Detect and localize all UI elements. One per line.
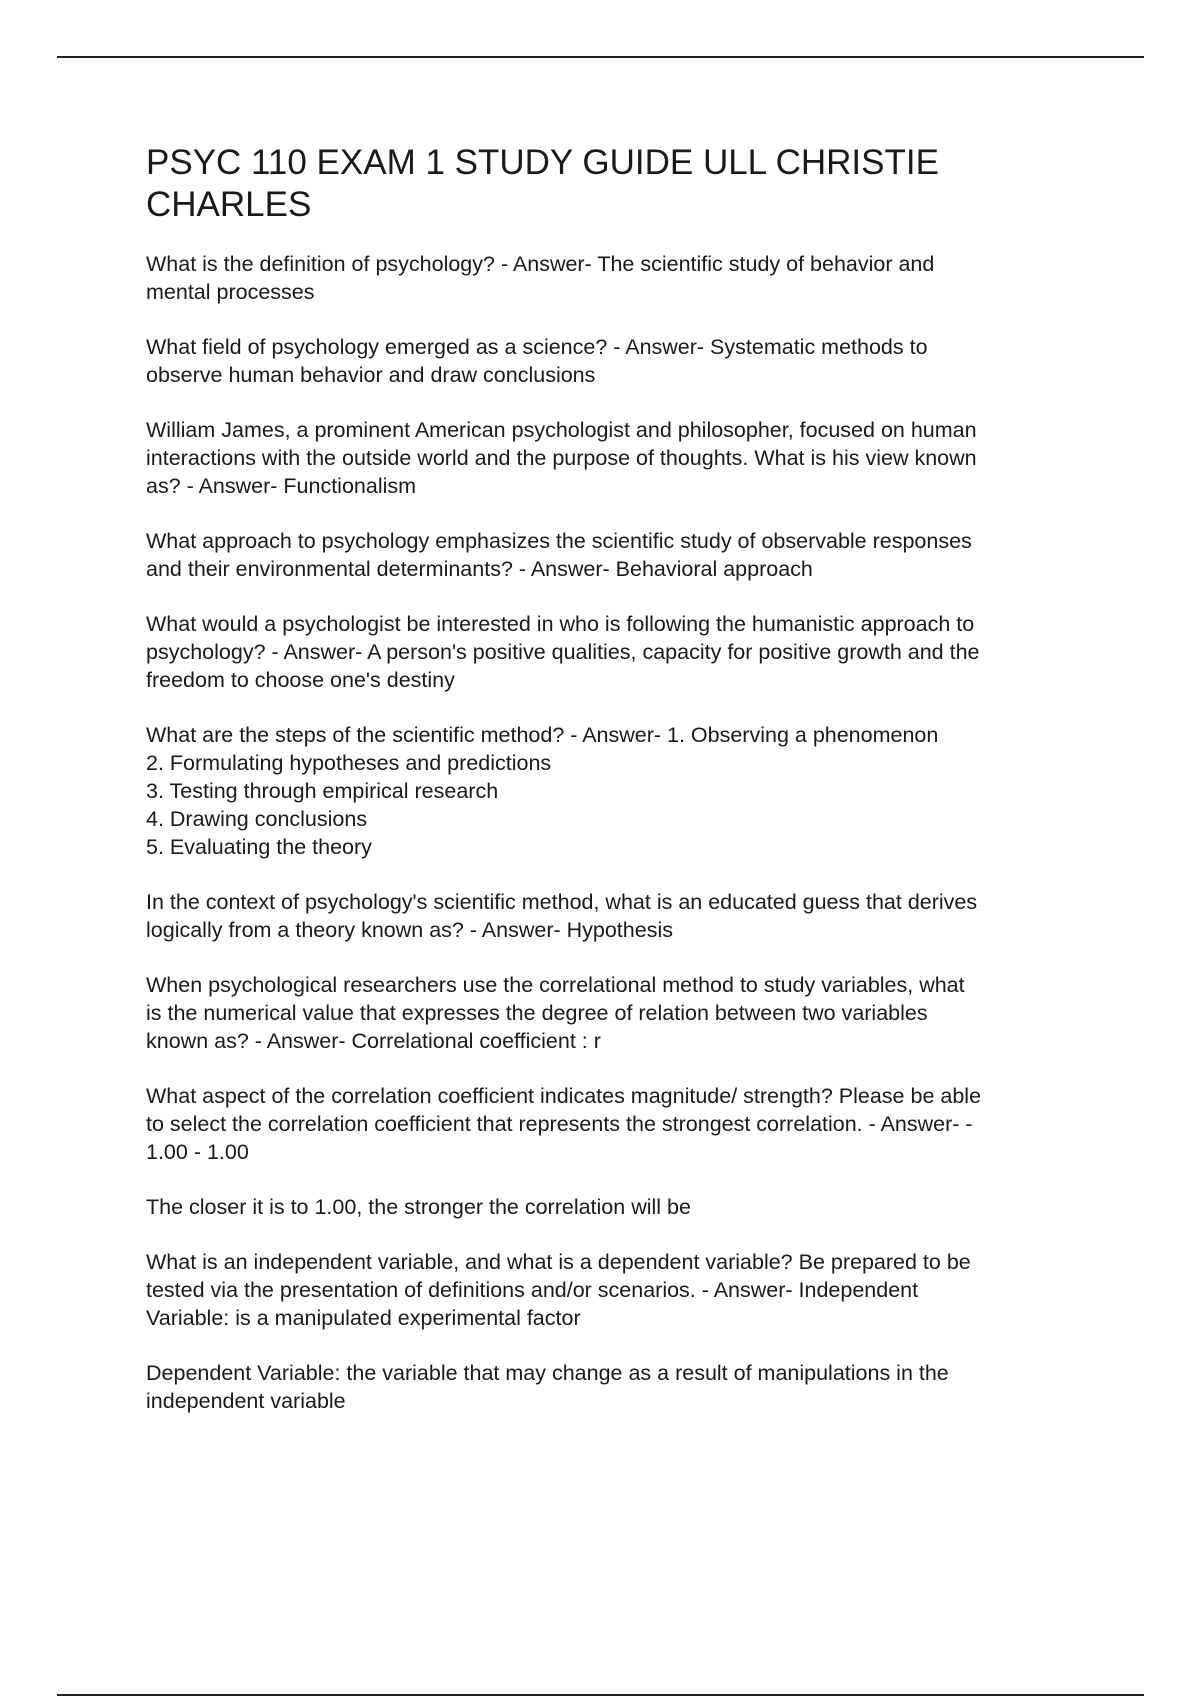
text-line: logically from a theory known as? - Answer- Hypothesis (146, 918, 673, 942)
text-line: interactions with the outside world and the purpose of thoughts. What is his view known (146, 446, 977, 470)
text-line: and their environmental determinants? - Answer- Behavioral approach (146, 557, 813, 581)
text-line: as? - Answer- Functionalism (146, 474, 417, 498)
qa-paragraph-7 (146, 888, 1096, 944)
text-line: observe human behavior and draw conclusions (146, 363, 596, 387)
qa-paragraph-10 (146, 1193, 1096, 1221)
text-line: tested via the presentation of definitions and/or scenarios. - Answer- Independent (146, 1278, 919, 1302)
text-line: mental processes (146, 280, 315, 304)
document-body (146, 142, 1096, 1442)
qa-paragraph-9 (146, 1082, 1096, 1166)
qa-paragraph-2 (146, 333, 1096, 389)
qa-paragraph-6 (146, 721, 1096, 861)
text-line: What is the definition of psychology? - Answer- The scientific study of behavior and (146, 252, 935, 276)
qa-paragraph-5 (146, 610, 1096, 694)
qa-paragraph-1 (146, 250, 1096, 306)
text-line: William James, a prominent American psychologist and philosopher, focused on human (146, 418, 977, 442)
text-line: What field of psychology emerged as a science? - Answer- Systematic methods to (146, 335, 928, 359)
text-line: 5. Evaluating the theory (146, 835, 372, 859)
qa-paragraph-4 (146, 527, 1096, 583)
text-line: What are the steps of the scientific method? - Answer- 1. Observing a phenomenon (146, 723, 939, 747)
title-line-2: CHARLES (146, 185, 312, 224)
bottom-divider (57, 1694, 1144, 1696)
document-title (146, 142, 1096, 226)
text-line: Variable: is a manipulated experimental factor (146, 1306, 581, 1330)
text-line: The closer it is to 1.00, the stronger the correlation will be (146, 1195, 691, 1219)
top-divider (57, 56, 1144, 58)
text-line: What is an independent variable, and what is a dependent variable? Be prepared to be (146, 1250, 971, 1274)
text-line: is the numerical value that expresses the degree of relation between two variables (146, 1001, 928, 1025)
qa-paragraph-8 (146, 971, 1096, 1055)
text-line: psychology? - Answer- A person's positive qualities, capacity for positive growth and the (146, 640, 980, 664)
text-line: freedom to choose one's destiny (146, 668, 455, 692)
text-line: 1.00 - 1.00 (146, 1140, 249, 1164)
qa-paragraph-11 (146, 1248, 1096, 1332)
text-line: 2. Formulating hypotheses and predictions (146, 751, 552, 775)
text-line: 4. Drawing conclusions (146, 807, 368, 831)
text-line: What would a psychologist be interested in who is following the humanistic approach to (146, 612, 975, 636)
text-line: Dependent Variable: the variable that may change as a result of manipulations in the (146, 1361, 949, 1385)
text-line: When psychological researchers use the correlational method to study variables, what (146, 973, 965, 997)
text-line: independent variable (146, 1389, 346, 1413)
text-line: 3. Testing through empirical research (146, 779, 499, 803)
qa-paragraph-12 (146, 1359, 1096, 1415)
text-line: What approach to psychology emphasizes the scientific study of observable responses (146, 529, 972, 553)
text-line: What aspect of the correlation coefficient indicates magnitude/ strength? Please be able (146, 1084, 982, 1108)
text-line: known as? - Answer- Correlational coefficient : r (146, 1029, 601, 1053)
text-line: In the context of psychology's scientific method, what is an educated guess that derives (146, 890, 978, 914)
qa-paragraph-3 (146, 416, 1096, 500)
title-line-1: PSYC 110 EXAM 1 STUDY GUIDE ULL CHRISTIE (146, 143, 939, 182)
text-line: to select the correlation coefficient that represents the strongest correlation. - Answer- - (146, 1112, 973, 1136)
